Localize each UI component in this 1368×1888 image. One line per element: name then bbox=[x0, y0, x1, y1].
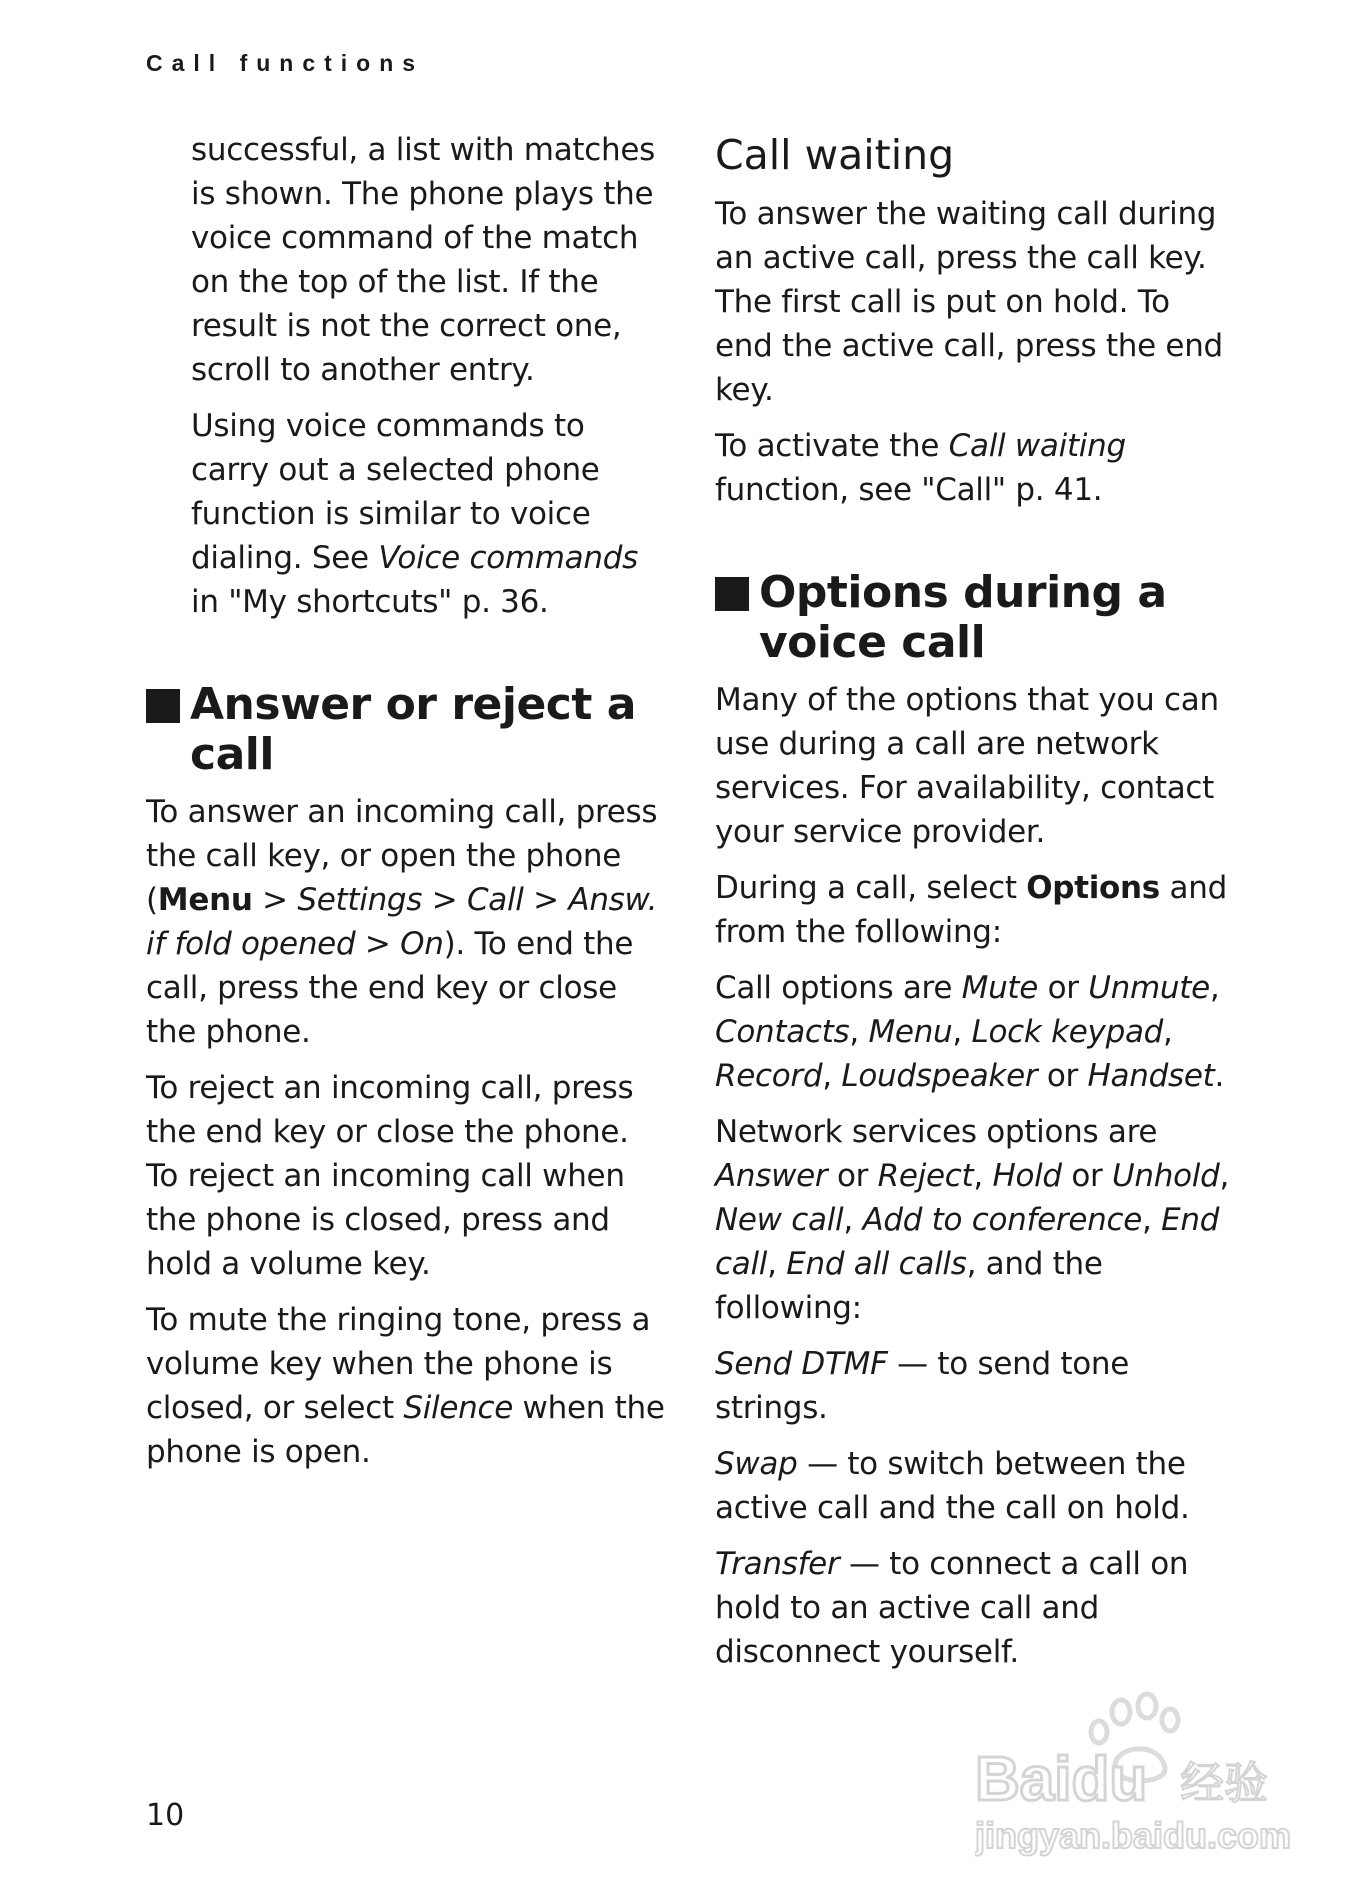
running-header: Call functions bbox=[146, 50, 425, 76]
section-square-icon bbox=[715, 577, 749, 611]
section-heading-answer: Answer or reject a call bbox=[146, 680, 666, 780]
svg-text:jingyan.baidu.com: jingyan.baidu.com bbox=[975, 1815, 1292, 1856]
right-column bbox=[715, 128, 1235, 1686]
subheading-call-waiting: Call waiting bbox=[715, 131, 955, 179]
paragraph: Swap — to switch between the active call and the call on hold. bbox=[715, 1446, 1190, 1526]
continued-text bbox=[146, 128, 666, 624]
paragraph: To answer the waiting call during an active call, press the call key. The first call is put on hold. To end the active call, press the end key. bbox=[715, 196, 1223, 408]
paragraph: Using voice commands to carry out a selected phone function is similar to voice dialing. See Voice commands in "My shortcuts" p. 36. bbox=[191, 408, 638, 620]
section-heading-options: Options during a voice call bbox=[715, 568, 1235, 668]
baidu-watermark bbox=[975, 1690, 1295, 1860]
paragraph: Transfer — to connect a call on hold to an active call and disconnect yourself. bbox=[715, 1546, 1189, 1670]
paragraph: Call options are Mute or Unmute, Contacts, Menu, Lock keypad, Record, Loudspeaker or Handset. bbox=[715, 970, 1225, 1094]
paragraph: During a call, select Options and from the following: bbox=[715, 870, 1227, 950]
paragraph: Network services options are Answer or Reject, Hold or Unhold, New call, Add to conference, End call, End all calls, and the following: bbox=[715, 1114, 1230, 1326]
left-column bbox=[146, 128, 666, 1486]
paragraph: To mute the ringing tone, press a volume key when the phone is closed, or select Silence when the phone is open. bbox=[146, 1302, 665, 1470]
paragraph: Send DTMF — to send tone strings. bbox=[715, 1346, 1130, 1426]
paragraph: successful, a list with matches is shown. The phone plays the voice command of the match on the top of the list. If the result is not the correct one, scroll to another entry. bbox=[191, 132, 655, 388]
paragraph: To reject an incoming call, press the end key or close the phone. bbox=[146, 1070, 634, 1150]
section-square-icon bbox=[146, 689, 180, 723]
paragraph: To activate the Call waiting function, see "Call" p. 41. bbox=[715, 428, 1126, 508]
paragraph: Many of the options that you can use during a call are network services. For availability, contact your service provider. bbox=[715, 682, 1219, 850]
paragraph: To reject an incoming call when the phone is closed, press and hold a volume key. bbox=[146, 1158, 625, 1282]
page-number: 10 bbox=[146, 1798, 185, 1833]
paragraph: To answer an incoming call, press the call key, or open the phone (Menu > Settings > Call > Answ. if fold opened > On). To end the call, press the end key or close the phone. bbox=[146, 794, 658, 1050]
svg-text:Baidu: Baidu bbox=[975, 1745, 1148, 1814]
svg-text:经验: 经验 bbox=[1180, 1758, 1268, 1809]
